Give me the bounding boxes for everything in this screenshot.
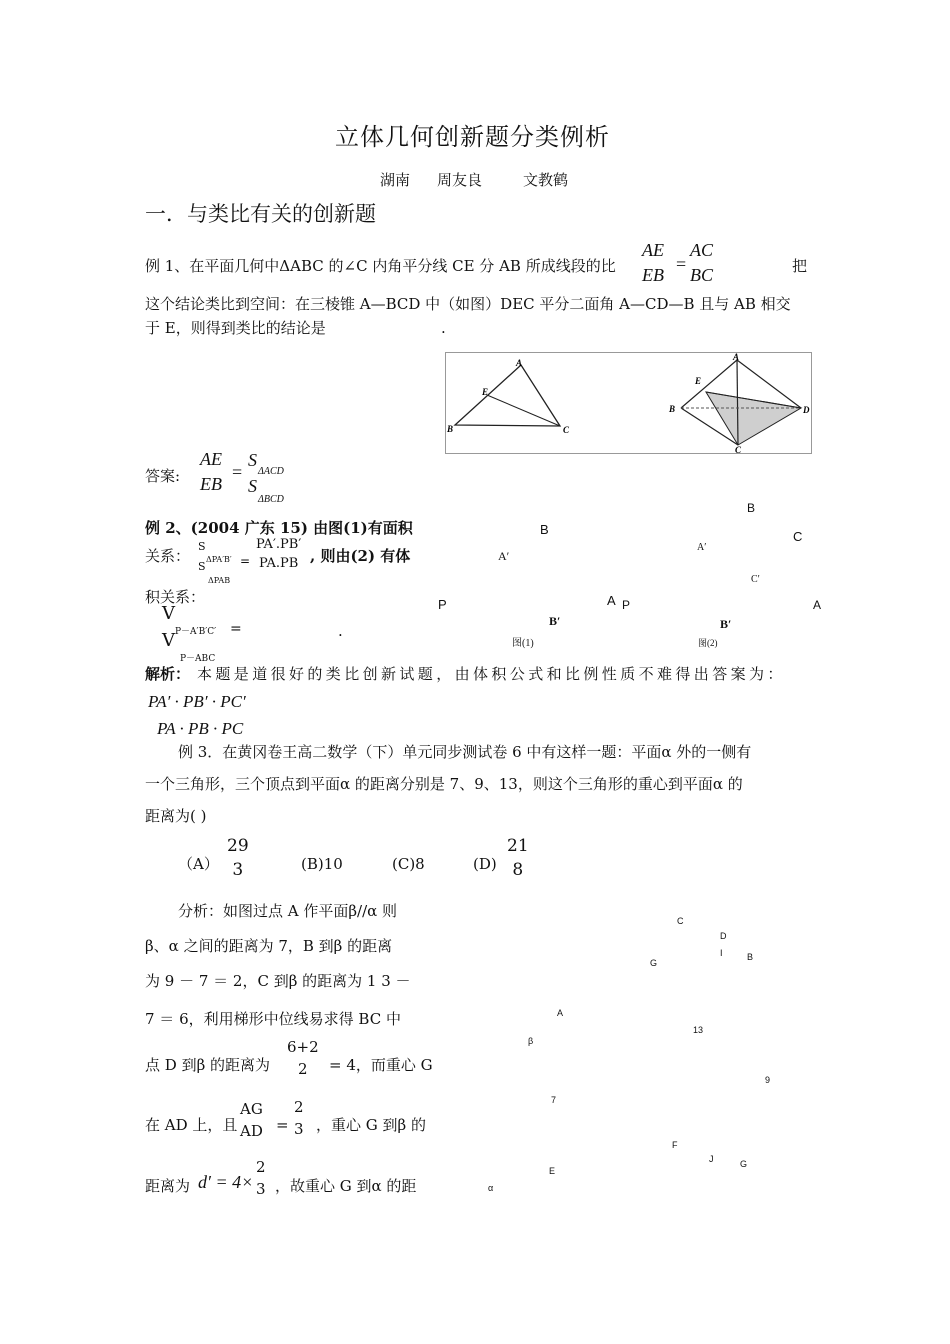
fig1-tet-E: E (695, 376, 702, 386)
answer1-s-bot-sub: ΔBCD (258, 494, 284, 505)
analysis3-frac-2-3: 2 3 (294, 1098, 304, 1138)
analysis3-line1: 分析：如图过点 A 作平面β//α 则 (178, 902, 398, 920)
ex2-v-bot-sub: P－ABC (180, 654, 216, 664)
fig2-right-caption: 图(2) (698, 638, 718, 648)
fig2-right-C: C (793, 529, 803, 544)
analysis3-line7-end: ，故重心 G 到α 的距 (275, 1177, 417, 1195)
fig2-left-caption: 图(1) (512, 638, 534, 649)
analysis3-frac-2-3b: 2 3 (256, 1158, 266, 1198)
fig3-label-13: 13 (693, 1025, 704, 1035)
analysis3-line3: 为 9 － 7 ＝ 2，C 到β 的距离为 1 3 － (145, 972, 411, 990)
option-c: (C)8 (392, 855, 425, 873)
fig3-label-D: D (720, 931, 727, 941)
ex1-line3: 于 E，则得到类比的结论是 (145, 319, 326, 337)
fig2-left-A-prime: A′ (498, 549, 510, 563)
fig3-label-F: F (672, 1140, 678, 1150)
answer1-s-top: S (248, 450, 257, 470)
fig2-left-A: A (607, 593, 616, 608)
fig1-tet-B: B (669, 404, 676, 414)
fig2-right-A: A (813, 598, 822, 612)
ex2-v-bot: V (162, 630, 175, 651)
fig2-left-B: B (540, 522, 549, 537)
fig3-label-G2: G (740, 1159, 748, 1169)
fig2-left-B-prime: B′ (549, 614, 561, 628)
answer1-s-top-sub: ΔACD (258, 466, 284, 477)
fig3-label-beta: β (528, 1036, 534, 1046)
fig3-label-9: 9 (765, 1075, 771, 1085)
ex2-equals: = (240, 554, 251, 568)
answer1-equals: = (232, 462, 243, 482)
fig3-label-E: E (549, 1166, 556, 1176)
fig2-right-B-prime: B′ (720, 617, 732, 631)
ex2-line4-end: . (338, 622, 343, 640)
fig1-tri-C: C (563, 425, 570, 435)
ex2-v-top-sub: P－A′B′C′ (175, 627, 217, 637)
fig3-label-C: C (677, 916, 684, 926)
option-a-label: （A） (178, 855, 219, 873)
fig3-label-A: A (557, 1008, 564, 1018)
analysis3-frac-6-2: 6+2 2 (287, 1038, 319, 1078)
ex1-line3-end: . (441, 319, 446, 337)
fig3-label-J: J (709, 1154, 714, 1164)
analysis2-denominator: PA · PB · PC (157, 719, 244, 738)
fig2-right-A-prime: A′ (697, 542, 707, 553)
ex1-equals: = (676, 254, 687, 274)
ex2-v-equals: = (230, 621, 242, 637)
fig3-label-alpha: α (488, 1183, 494, 1193)
author-2: 文教鹤 (523, 171, 569, 189)
answer1-label: 答案: (145, 467, 181, 485)
fig2-right-C-prime: C′ (751, 574, 760, 585)
analysis3-line5-end: = 4，而重心 G (329, 1056, 433, 1074)
analysis2-numerator: PA′ · PB′ · PC′ (148, 692, 246, 711)
page-title: 立体几何创新题分类例析 (335, 123, 610, 151)
fig1-tri-B: B (447, 424, 454, 434)
answer1-s-bot: S (248, 476, 257, 496)
ex1-line2: 这个结论类比到空间：在三棱锥 A—BCD 中（如图）DEC 平分二面角 A—CD—B 且与 AB 相交 (145, 295, 791, 313)
analysis2-label: 解析： (145, 665, 191, 683)
ex3-line3: 距离为( ) (145, 807, 207, 825)
fig3-label-7: 7 (551, 1095, 557, 1105)
author-1: 周友良 (437, 171, 483, 189)
ex1-line1: 例 1、在平面几何中ΔABC 的∠C 内角平分线 CE 分 AB 所成线段的比 (145, 257, 616, 275)
fig3-label-B: B (747, 952, 754, 962)
analysis3-frac-ag-ad: AG AD (240, 1100, 263, 1140)
fig3-label-G: G (650, 958, 658, 968)
option-b: (B)10 (301, 855, 343, 873)
ex2-s-top: S (198, 540, 206, 553)
analysis3-line2: β、α 之间的距离为 7，B 到β 的距离 (145, 937, 393, 955)
ex2-line2-label: 关系： (145, 547, 191, 565)
ex1-fraction-ae-eb: AE EB (642, 240, 664, 285)
fig2-right-P: P (622, 598, 631, 612)
ex1-line1-end: 把 (792, 257, 808, 275)
ex2-line3: 积关系： (145, 588, 206, 606)
option-a-fraction: 29 3 (227, 836, 249, 880)
figure-triangle-tetrahedron (445, 352, 812, 454)
ex2-s-bot: S (198, 560, 206, 573)
answer1-fraction: AE EB (200, 449, 222, 494)
section-heading: 一．与类比有关的创新题 (145, 202, 376, 226)
option-d-label: (D) (473, 855, 497, 873)
fig1-tri-E: E (482, 387, 489, 397)
analysis3-line6-eq: = (276, 1116, 289, 1134)
ex2-s-top-sub: ΔPA′B′ (206, 555, 232, 564)
ex2-rhs-fraction: PA′.PB′ PA.PB (256, 537, 302, 571)
ex1-fraction-ac-bc: AC BC (690, 240, 714, 285)
ex2-s-bot-sub: ΔPAB (208, 576, 231, 585)
option-d-fraction: 21 8 (507, 836, 529, 880)
fig2-left-P: P (438, 597, 447, 612)
analysis3-line7: 距离为 (145, 1177, 191, 1195)
ex3-line1: 例 3．在黄冈卷王高二数学（下）单元同步测试卷 6 中有这样一题：平面α 外的一侧有 (178, 743, 752, 761)
fig1-tri-A: A (516, 358, 523, 368)
author-place: 湖南 (380, 171, 411, 189)
analysis2-text: 本题是道很好的类比创新试题，由体积公式和比例性质不难得出答案为： (197, 665, 786, 683)
analysis3-line6: 在 AD 上，且 (145, 1116, 238, 1134)
fig2-right-B: B (747, 501, 756, 515)
fig3-label-I: I (720, 948, 723, 958)
fig1-tet-C: C (735, 445, 742, 454)
fig1-tet-A: A (733, 352, 740, 362)
analysis3-line7-expr: d′ = 4× (198, 1172, 254, 1192)
ex2-line2-end: , 则由(2) 有体 (310, 547, 411, 565)
analysis3-line6-end: ，重心 G 到β 的 (316, 1116, 426, 1134)
ex2-line1: 例 2、(2004 广东 15) 由图(1)有面积 (145, 519, 413, 537)
analysis3-line4: 7 ＝ 6，利用梯形中位线易求得 BC 中 (145, 1010, 401, 1028)
ex3-line2: 一个三角形，三个顶点到平面α 的距离分别是 7、9、13，则这个三角形的重心到平面α 的 (145, 775, 743, 793)
fig1-tet-D: D (803, 405, 810, 415)
ex2-v-top: V (162, 603, 175, 624)
analysis3-line5: 点 D 到β 的距离为 (145, 1056, 271, 1074)
